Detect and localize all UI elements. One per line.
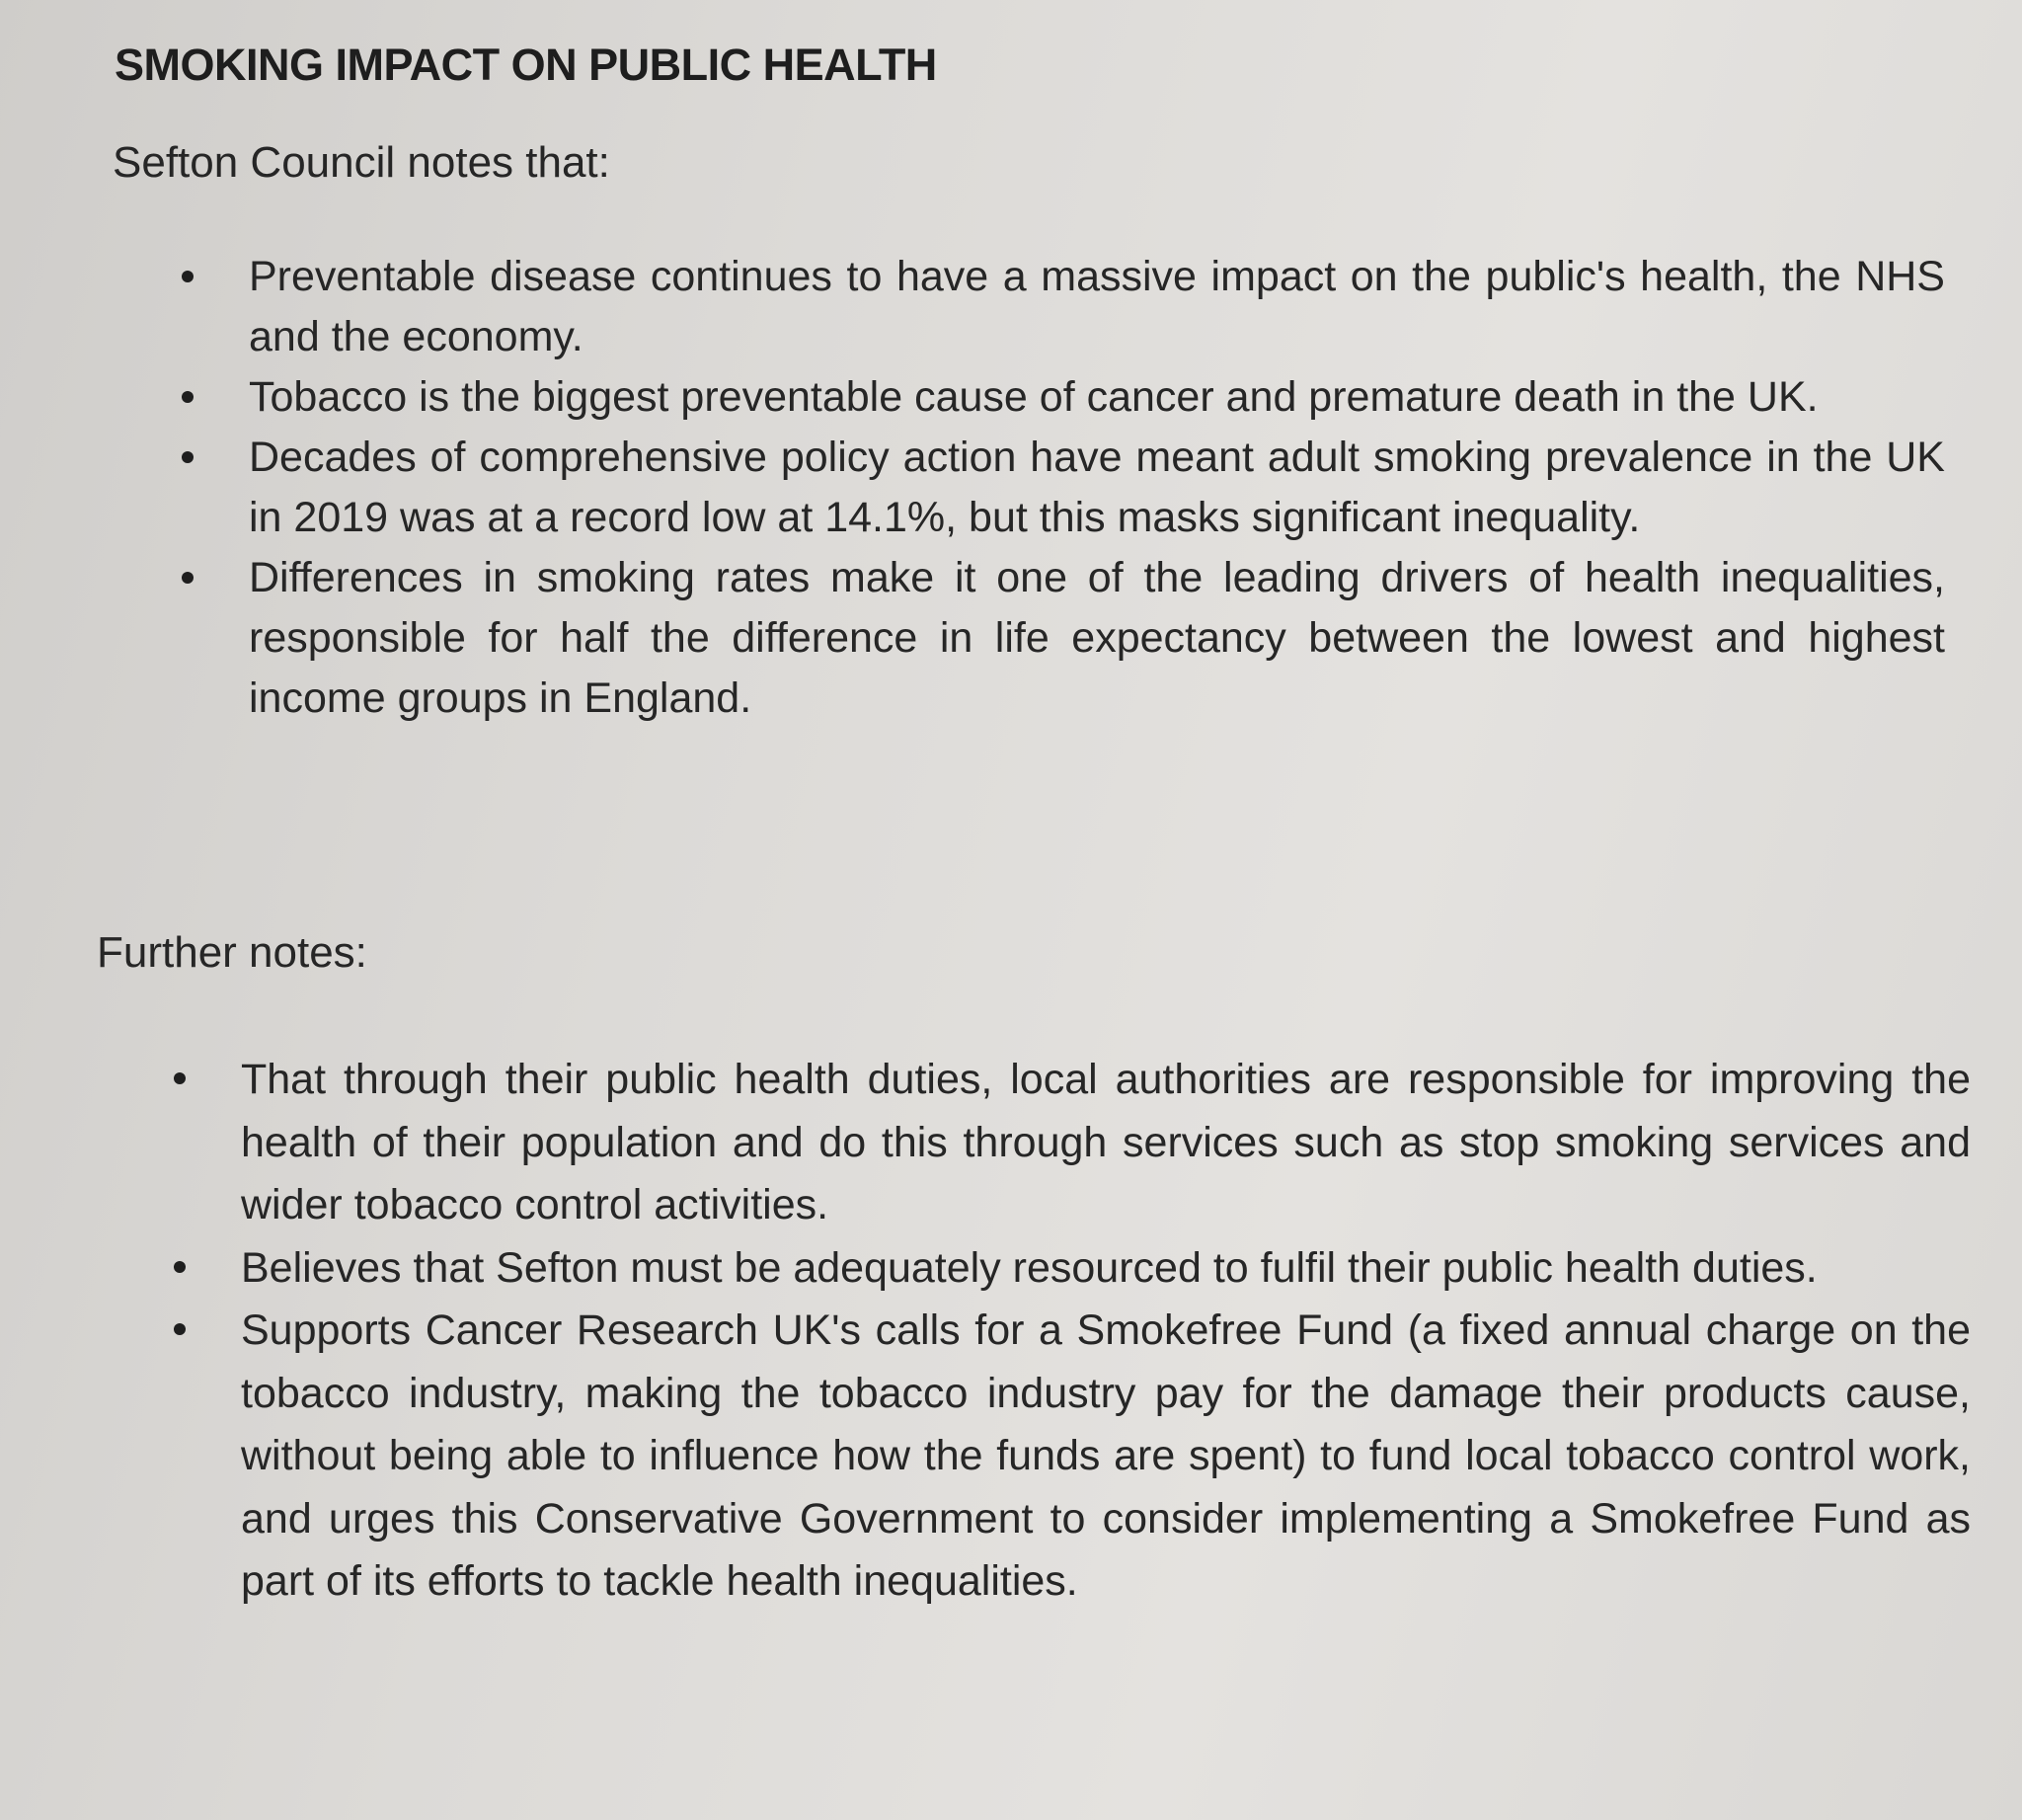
- list-item-text: Supports Cancer Research UK's calls for a Smokefree Fund (a fixed annual charge on the tobacco industry, making the tobacco industry pay for the damage their products cause, without being able to influence how the funds are spent) to fund local tobacco control work, and urges this Conservative Government to consider implementing a Smokefree Fund as part of its efforts to tackle health inequalities.: [241, 1306, 1971, 1605]
- list-item: [241, 1049, 1971, 1237]
- list-item: [249, 548, 1945, 729]
- list-item-text: Decades of comprehensive policy action have meant adult smoking prevalence in the UK in 2019 was at a record low at 14.1%, but this masks significant inequality.: [249, 434, 1945, 541]
- further-notes-list: [241, 1049, 1971, 1614]
- list-item: [249, 428, 1945, 548]
- list-item: [249, 367, 1945, 428]
- bullet-icon: [174, 1323, 186, 1335]
- bullet-icon: [182, 572, 194, 584]
- list-item-text: That through their public health duties, local authorities are responsible for improving the health of their population and do this through services such as stop smoking services and wider tobacco control activities.: [241, 1056, 1971, 1228]
- list-item: [241, 1237, 1971, 1301]
- list-item-text: Differences in smoking rates make it one of the leading drivers of health inequalities, responsible for half the difference in life expectancy between the lowest and highest income groups in England.: [249, 554, 1945, 722]
- notes-list: [249, 247, 1945, 729]
- further-notes-heading: Further notes:: [97, 928, 367, 977]
- list-item: [241, 1300, 1971, 1614]
- intro-text: Sefton Council notes that:: [113, 138, 610, 187]
- list-item-text: Preventable disease continues to have a massive impact on the public's health, the NHS and the economy.: [249, 253, 1945, 360]
- bullet-icon: [182, 391, 194, 403]
- bullet-icon: [182, 271, 194, 282]
- page-title: SMOKING IMPACT ON PUBLIC HEALTH: [115, 40, 937, 90]
- bullet-icon: [174, 1261, 186, 1273]
- list-item-text: Believes that Sefton must be adequately resourced to fulfil their public health duties.: [241, 1243, 1818, 1292]
- bullet-icon: [182, 451, 194, 463]
- list-item: [249, 247, 1945, 367]
- bullet-icon: [174, 1072, 186, 1084]
- list-item-text: Tobacco is the biggest preventable cause of cancer and premature death in the UK.: [249, 373, 1819, 421]
